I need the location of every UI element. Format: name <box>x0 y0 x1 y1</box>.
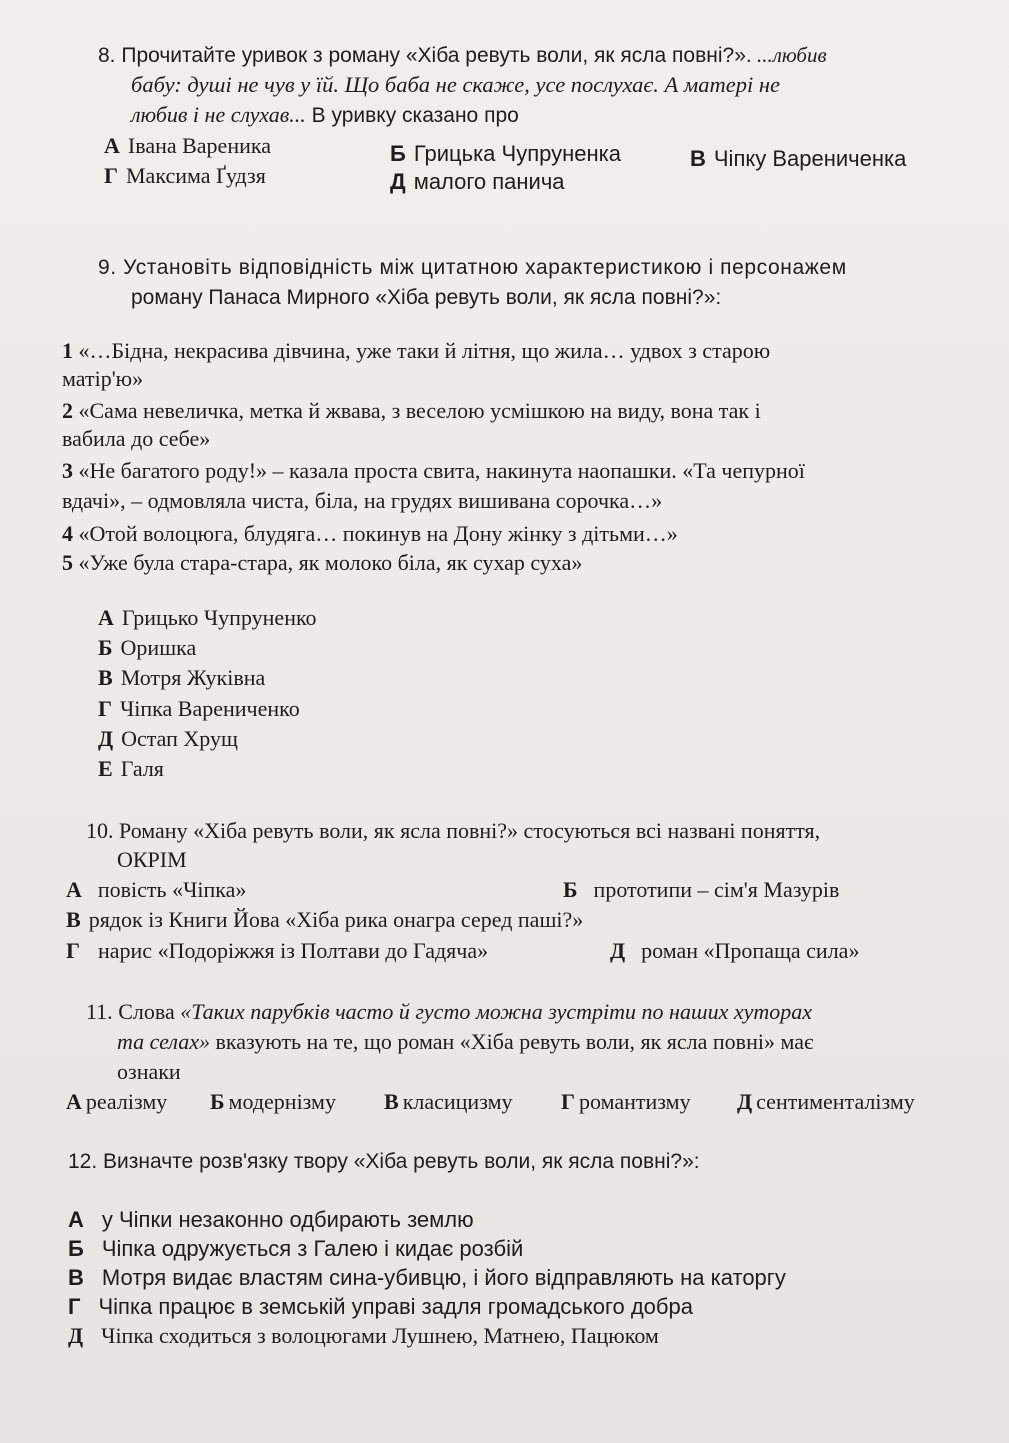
answer-option-a[interactable] <box>66 1089 167 1115</box>
question-text: ознаки <box>117 1059 181 1084</box>
question-10-stem <box>86 818 820 844</box>
option-text: Чіпка сходиться з волоцюгами Лушнею, Матнею, Пацюком <box>101 1323 659 1348</box>
question-text: вказують на те, що роман «Хіба ревуть воли, як ясла повні» має <box>209 1029 814 1054</box>
answer-option-e[interactable] <box>98 756 164 782</box>
option-text: Чіпка працює в земській управі задля громадського добра <box>98 1294 693 1319</box>
question-8-stem <box>98 42 827 69</box>
answer-option-d[interactable] <box>68 1323 659 1349</box>
option-text: Івана Вареника <box>127 133 271 158</box>
question-11-stem <box>86 999 812 1025</box>
answer-option-d[interactable] <box>737 1089 915 1115</box>
option-text: Мотря видає властям сина-убивцю, і його відправляють на каторгу <box>101 1265 786 1290</box>
option-letter: В <box>66 907 81 932</box>
option-text: Чіпка Варениченко <box>120 696 300 721</box>
quote-number: 1 <box>62 338 73 363</box>
option-text: рядок із Книги Йова «Хіба рика онагра серед паші?» <box>88 907 584 932</box>
answer-option-b[interactable] <box>98 635 196 661</box>
option-letter: Б <box>390 141 406 166</box>
quote-number: 2 <box>62 398 73 423</box>
option-text: Мотря Жуківна <box>120 665 266 690</box>
answer-option-b[interactable] <box>390 141 621 167</box>
quote-text: «Сама невеличка, метка й жвава, з веселою усмішкою на виду, вона так і <box>78 398 761 423</box>
answer-option-b[interactable] <box>210 1089 336 1115</box>
quote-item-1 <box>62 338 770 364</box>
answer-option-v[interactable] <box>690 146 906 172</box>
quote-item-5 <box>62 550 582 576</box>
quote-text: вдачі», – одмовляла чиста, біла, на грудях вишивана сорочка…» <box>62 488 663 513</box>
quote-text: любив і не слухав... <box>131 102 306 127</box>
option-text: Максима Ґудзя <box>126 163 266 188</box>
option-letter: Д <box>98 726 114 751</box>
option-letter: Б <box>98 635 113 660</box>
quote-number: 5 <box>62 550 73 575</box>
option-letter: Г <box>561 1089 575 1114</box>
quote-item-4 <box>62 521 678 547</box>
question-9-stem <box>98 255 847 281</box>
option-text: романтизму <box>579 1089 691 1114</box>
answer-option-b[interactable] <box>68 1236 523 1262</box>
quote-number: 4 <box>62 521 73 546</box>
option-letter: В <box>690 146 706 171</box>
option-text: Грицька Чупруненка <box>413 141 621 166</box>
option-text: малого панича <box>413 169 565 194</box>
option-text: Галя <box>120 756 164 781</box>
answer-option-v[interactable] <box>384 1089 513 1115</box>
option-text: нарис «Подоріжжя із Полтави до Гадяча» <box>98 938 489 963</box>
option-text: модернізму <box>228 1089 336 1114</box>
quote-text: ...любив <box>751 43 827 67</box>
option-letter: Д <box>68 1323 84 1348</box>
question-text: роману Панаса Мирного «Хіба ревуть воли, як ясла повні?»: <box>131 286 722 309</box>
option-letter: А <box>66 1089 82 1114</box>
question-12-stem <box>68 1149 700 1175</box>
quote-text: та селах» <box>117 1029 210 1054</box>
quote-item-2 <box>62 398 761 424</box>
option-letter: Г <box>98 696 112 721</box>
option-letter: В <box>384 1089 399 1114</box>
option-letter: Г <box>66 938 80 963</box>
answer-option-a[interactable] <box>98 605 317 631</box>
option-letter: Б <box>210 1089 225 1114</box>
option-letter: Д <box>390 169 406 194</box>
question-number: 12. <box>68 1150 98 1173</box>
option-letter: А <box>68 1207 84 1232</box>
question-number: 8. <box>98 44 116 67</box>
option-letter: Е <box>98 756 113 781</box>
answer-option-v[interactable] <box>68 1265 786 1291</box>
answer-option-h[interactable] <box>98 696 300 722</box>
option-letter: Б <box>68 1236 84 1261</box>
option-text: Чіпка одружується з Галею і кидає розбій <box>101 1236 524 1261</box>
option-text: сентименталізму <box>756 1089 915 1114</box>
option-letter: Д <box>610 938 626 963</box>
answer-option-a[interactable] <box>104 133 271 159</box>
question-text: Роману «Хіба ревуть воли, як ясла повні?» стосуються всі названі поняття, <box>119 818 821 843</box>
option-text: Грицько Чупруненко <box>121 605 317 630</box>
answer-option-d[interactable] <box>390 169 565 195</box>
answer-option-h[interactable] <box>104 163 266 189</box>
option-text: прототипи – сім'я Мазурів <box>593 877 840 902</box>
option-text: повість «Чіпка» <box>97 877 247 902</box>
option-letter: Б <box>563 877 578 902</box>
option-letter: Г <box>104 163 118 188</box>
quote-text: бабу: душі не чув у їй. Що баба не скаже, усе послухає. А матері не <box>131 72 780 97</box>
answer-option-a[interactable] <box>66 877 246 903</box>
answer-option-h[interactable] <box>68 1294 693 1320</box>
question-text: Визначте розв'язку твору «Хіба ревуть воли, як ясла повні?»: <box>103 1150 700 1173</box>
question-text: Слова <box>118 999 181 1024</box>
answer-option-b[interactable] <box>563 877 839 903</box>
question-number: 10. <box>86 818 114 843</box>
quote-text: «…Бідна, некрасива дівчина, уже таки й літня, що жила… удвох з старою <box>78 338 771 363</box>
quote-number: 3 <box>62 458 73 483</box>
question-text: ОКРІМ <box>117 847 187 872</box>
option-letter: А <box>98 605 114 630</box>
quote-text: матір'ю» <box>62 366 144 391</box>
question-text: Прочитайте уривок з роману «Хіба ревуть воли, як ясла повні?». <box>121 44 752 67</box>
option-letter: В <box>98 665 113 690</box>
option-text: класицизму <box>402 1089 513 1114</box>
option-letter: Д <box>737 1089 753 1114</box>
quote-text: «Уже була стара-стара, як молоко біла, як сухар суха» <box>78 550 583 575</box>
option-text: Чіпку Варениченка <box>713 146 907 171</box>
quote-text: «Не багатого роду!» – казала проста свита, накинута наопашки. «Та чепурної <box>78 458 805 483</box>
option-letter: Г <box>68 1294 81 1319</box>
option-letter: А <box>66 877 82 902</box>
option-letter: А <box>104 133 120 158</box>
option-text: Остап Хрущ <box>121 726 238 751</box>
answer-option-a[interactable] <box>68 1207 474 1233</box>
question-number: 9. <box>98 256 117 279</box>
question-11-line2 <box>117 1029 813 1055</box>
option-text: роман «Пропаща сила» <box>641 938 860 963</box>
answer-option-d[interactable] <box>610 938 859 964</box>
answer-option-v[interactable] <box>98 665 265 691</box>
quote-text: «Таких парубків часто й густо можна зустріти по наших хуторах <box>180 999 813 1024</box>
question-number: 11. <box>86 999 113 1024</box>
quote-item-3 <box>62 458 805 484</box>
question-text: Установіть відповідність між цитатною характеристикою і персонажем <box>123 256 847 279</box>
answer-option-v[interactable] <box>66 907 583 933</box>
quote-text: «Отой волоцюга, блудяга… покинув на Дону жінку з дітьми…» <box>78 521 678 546</box>
answer-option-h[interactable] <box>561 1089 691 1115</box>
answer-option-d[interactable] <box>98 726 238 752</box>
option-text: у Чіпки незаконно одбирають землю <box>101 1207 474 1232</box>
quote-text: вабила до себе» <box>62 426 211 451</box>
option-letter: В <box>68 1265 84 1290</box>
question-text: В уривку сказано про <box>305 104 519 127</box>
option-text: Оришка <box>120 635 197 660</box>
question-8-line3 <box>131 102 519 129</box>
answer-option-h[interactable] <box>66 938 488 964</box>
option-text: реалізму <box>85 1089 168 1114</box>
